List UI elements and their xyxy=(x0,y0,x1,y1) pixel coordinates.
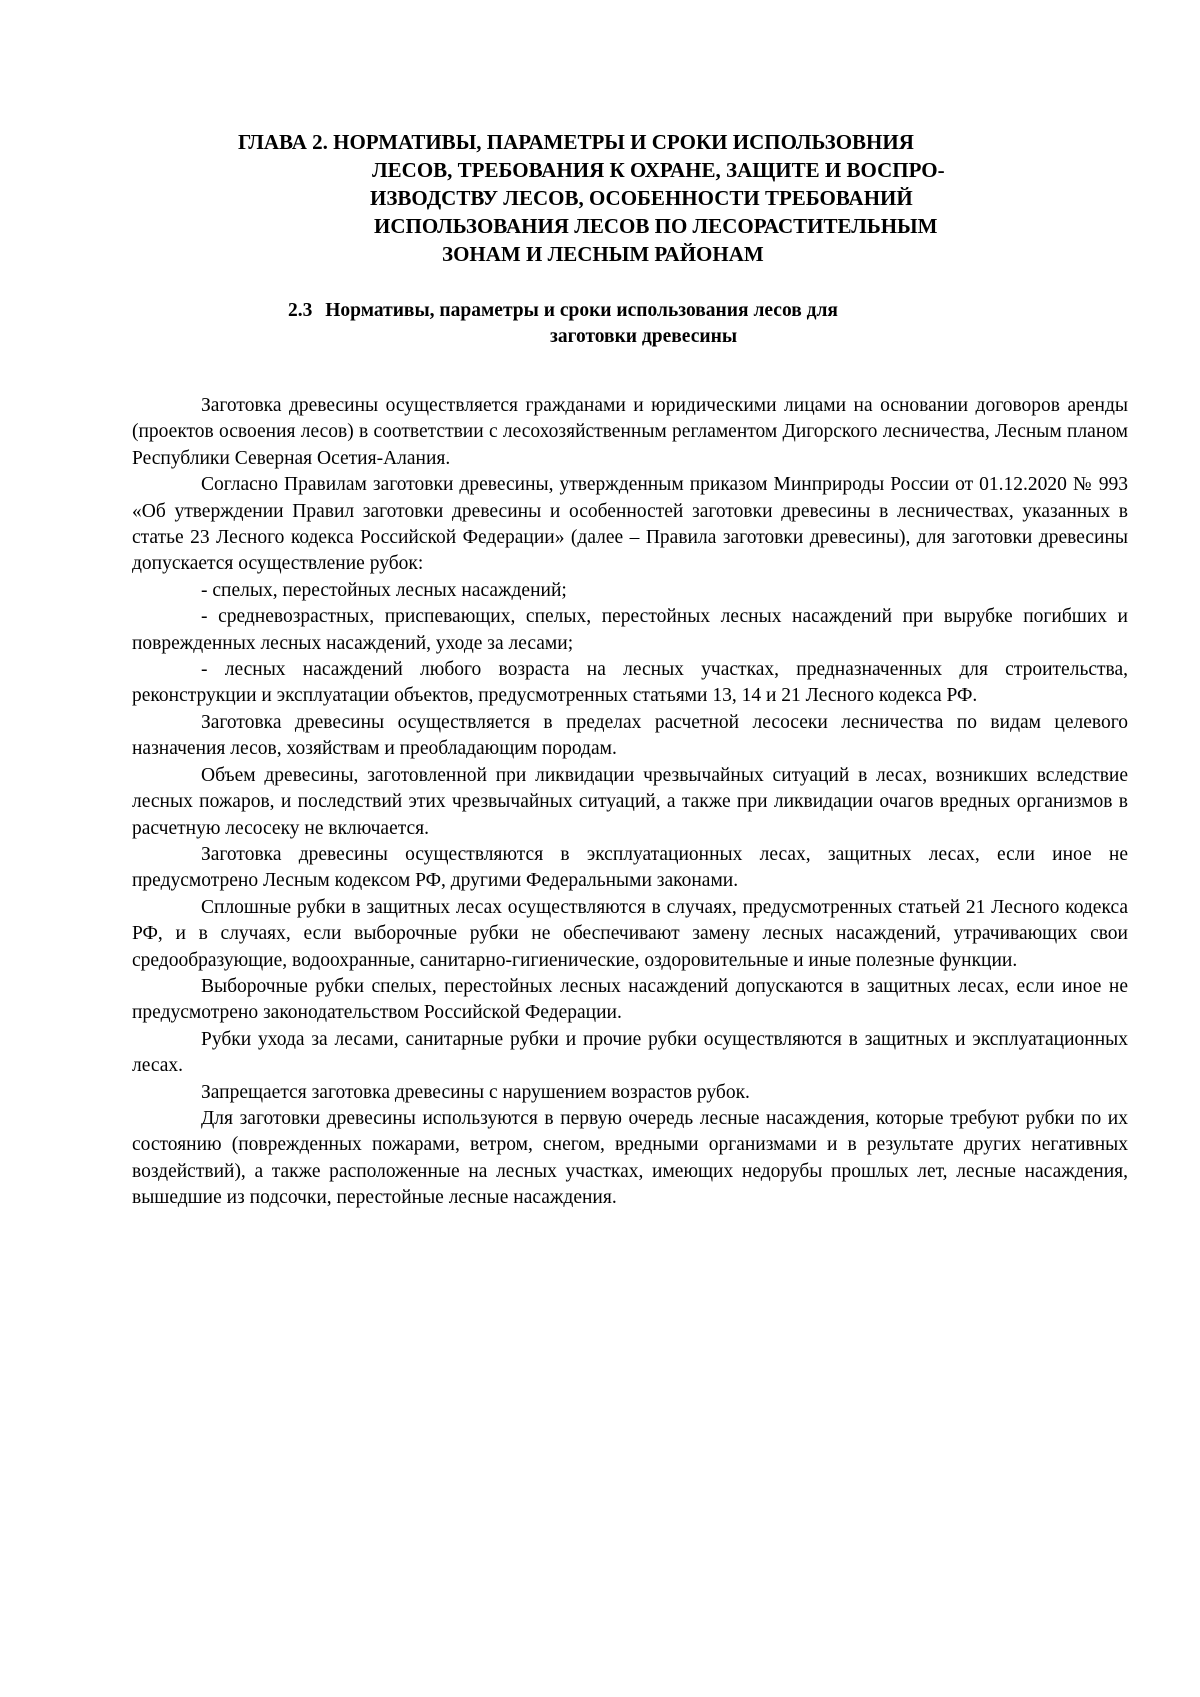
list-item: - лесных насаждений любого возраста на лесных участках, предназначенных для строительства, реконструкции и эксплуатации объектов, предусмотренных статьями 13, 14 и 21 Лесного кодекса РФ. xyxy=(132,659,1128,707)
paragraph: Заготовка древесины осуществляется гражданами и юридическими лицами на основании договоров аренды (проектов освоения лесов) в соответствии с лесохозяйственным регламентом Дигорского лесничества, Лесным планом Республики Северная Осетия-Алания. xyxy=(132,395,1128,469)
paragraph: Сплошные рубки в защитных лесах осуществляются в случаях, предусмотренных статьей 21 Лесного кодекса РФ, и в случаях, если выборочные рубки не обеспечивают замену лесных насаждений, утрачивающих свои средообразующие, водоохранные, санитарно-гигиенические, оздоровительные и иные полезные функции. xyxy=(132,896,1128,971)
paragraph: Запрещается заготовка древесины с нарушением возрастов рубок. xyxy=(201,1081,750,1103)
section-title-line: заготовки древесины xyxy=(550,326,738,347)
section-title xyxy=(120,298,1080,350)
paragraph: Для заготовки древесины используются в первую очередь лесные насаждения, которые требуют рубки по их состоянию (поврежденных пожарами, ветром, снегом, вредными организмами и в результате других негативных воздействий), а также расположенные на лесных участках, имеющих недорубы прошлых лет, лесные насаждения, вышедшие из подсочки, перестойные лесные насаждения. xyxy=(132,1107,1128,1209)
paragraph: Согласно Правилам заготовки древесины, утвержденным приказом Минприроды России от 01.12.2020 № 993 «Об утверждении Правил заготовки древесины и особенностей заготовки древесины в лесничествах, указанных в статье 23 Лесного кодекса Российской Федерации» (далее – Правила заготовки древесины), для заготовки древесины допускается осуществление рубок: xyxy=(132,474,1128,575)
section-number: 2.3 xyxy=(288,300,313,321)
paragraph: Заготовка древесины осуществляются в эксплуатационных лесах, защитных лесах, если иное не предусмотрено Лесным кодексом РФ, другими Федеральными законами. xyxy=(132,843,1128,892)
chapter-title-line: ИЗВОДСТВУ ЛЕСОВ, ОСОБЕННОСТИ ТРЕБОВАНИЙ xyxy=(370,186,913,210)
paragraph: Заготовка древесины осуществляется в пределах расчетной лесосеки лесничества по видам целевого назначения лесов, хозяйствам и преобладающим породам. xyxy=(132,711,1128,760)
chapter-title-line: ИСПОЛЬЗОВАНИЯ ЛЕСОВ ПО ЛЕСОРАСТИТЕЛЬНЫМ xyxy=(374,214,938,238)
chapter-title-line: ЗОНАМ И ЛЕСНЫМ РАЙОНАМ xyxy=(442,242,764,266)
paragraph: Рубки ухода за лесами, санитарные рубки и прочие рубки осуществляются в защитных и эксплуатационных лесах. xyxy=(132,1028,1128,1077)
paragraph: Объем древесины, заготовленной при ликвидации чрезвычайных ситуаций в лесах, возникших вследствие лесных пожаров, и последствий этих чрезвычайных ситуаций, а также при ликвидации очагов вредных организмов в расчетную лесосеку не включается. xyxy=(132,764,1128,839)
section-title-text: Нормативы, параметры и сроки использования лесов для xyxy=(325,300,838,321)
list-item: - средневозрастных, приспевающих, спелых, перестойных лесных насаждений при вырубке погибших и поврежденных лесных насаждений, уходе за лесами; xyxy=(132,606,1128,654)
chapter-title xyxy=(120,128,1080,268)
chapter-title-line: ГЛАВА 2. НОРМАТИВЫ, ПАРАМЕТРЫ И СРОКИ ИСПОЛЬЗОВНИЯ xyxy=(238,130,914,154)
paragraph: Выборочные рубки спелых, перестойных лесных насаждений допускаются в защитных лесах, если иное не предусмотрено законодательством Российской Федерации. xyxy=(132,975,1128,1024)
body-text xyxy=(132,393,1128,1212)
chapter-title-line: ЛЕСОВ, ТРЕБОВАНИЯ К ОХРАНЕ, ЗАЩИТЕ И ВОСПРО- xyxy=(372,158,945,182)
section-title-line xyxy=(120,298,1080,324)
list-item: - спелых, перестойных лесных насаждений; xyxy=(201,579,567,601)
